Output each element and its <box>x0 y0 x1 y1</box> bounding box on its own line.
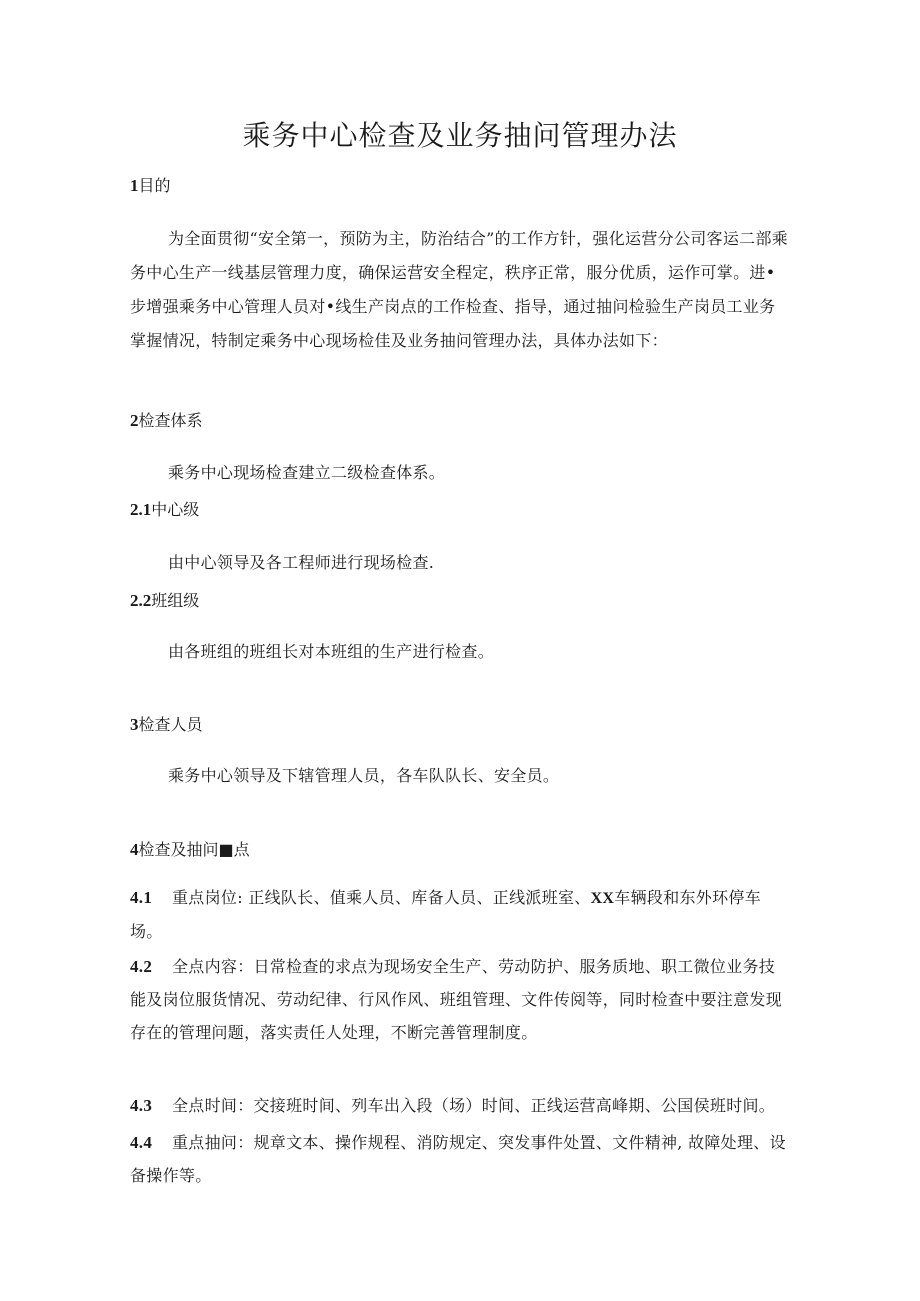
item-text: 车辆段和东外环停车场。 <box>130 888 761 941</box>
section-2-2-paragraph: 由各班组的班组长对本班组的生产进行检查。 <box>168 642 495 661</box>
section-number: 2.2 <box>130 591 152 610</box>
section-1-heading <box>130 174 171 198</box>
section-number: 2 <box>130 411 139 430</box>
document-title: 乘务中心检查及业务抽问管理办法 <box>242 119 678 152</box>
section-title: 中心级 <box>151 500 200 519</box>
section-3-heading <box>130 713 203 737</box>
list-item-4-1 <box>130 881 790 948</box>
item-number: 4.4 <box>130 1133 153 1152</box>
section-number: 2.1 <box>130 500 152 519</box>
section-number: 4 <box>130 840 139 859</box>
section-title: 检查人员 <box>138 715 203 734</box>
item-text: 重点岗位: 正线队长、值乘人员、库备人员、正线派班室、 <box>172 888 591 907</box>
section-2-2-heading <box>130 589 199 613</box>
section-3-paragraph: 乘务中心领导及下辖管理人员，各车队队长、安全员。 <box>168 766 560 785</box>
item-text: 全点内容：日常检查的求点为现场安全生产、劳动防护、服务质地、职工微位业务技能及岗位服货情况、劳动纪律、行风作风、班组管理、文件传阅等，同时检查中要注意发现存在的管理问题，落实责任人处理，不断完善管理制度。 <box>130 957 783 1042</box>
section-title: 检查体系 <box>138 411 203 430</box>
section-number: 3 <box>130 715 139 734</box>
list-item-4-3 <box>130 1089 790 1122</box>
item-text-bold: XX <box>590 890 615 907</box>
section-2-1-heading <box>130 498 199 522</box>
section-title: 班组级 <box>151 591 200 610</box>
section-1-paragraph: 为全面贯彻“安全第一，预防为主，防治结合”的工作方针，强化运营分公司客运二部乘务中心生产一线基层管理力度，确保运营安全程定，秩序正常，服分优质，运作可掌。进•步增强乘务中心管理人员对•线生产岗点的工作检查、指导，通过抽问检验生产岗员工业务掌握情况，特制定乘务中心现场检佳及业务抽问管理办法，具体办法如下： <box>130 229 789 350</box>
section-title: 目的 <box>138 176 171 195</box>
section-number: 1 <box>130 176 139 195</box>
section-2-heading <box>130 409 203 433</box>
section-2-paragraph: 乘务中心现场检查建立二级检查体系。 <box>168 463 446 482</box>
item-number: 4.1 <box>130 888 153 907</box>
list-item-4-4 <box>130 1126 790 1192</box>
section-2-1-paragraph: 由中心领导及各工程师进行现场检查. <box>168 553 435 572</box>
section-title: 检查及抽问■点 <box>138 840 250 859</box>
item-number: 4.3 <box>130 1096 153 1115</box>
item-number: 4.2 <box>130 957 153 976</box>
item-text: 重点抽问：规章文本、操作规程、消防规定、突发事件处置、文件精神, 故障处理、设备操作等。 <box>130 1133 786 1185</box>
section-4-heading <box>130 838 250 862</box>
item-text: 全点时间：交接班时间、列车出入段（场）时间、正线运营高峰期、公国侯班时间。 <box>172 1096 776 1115</box>
list-item-4-2 <box>130 950 790 1049</box>
